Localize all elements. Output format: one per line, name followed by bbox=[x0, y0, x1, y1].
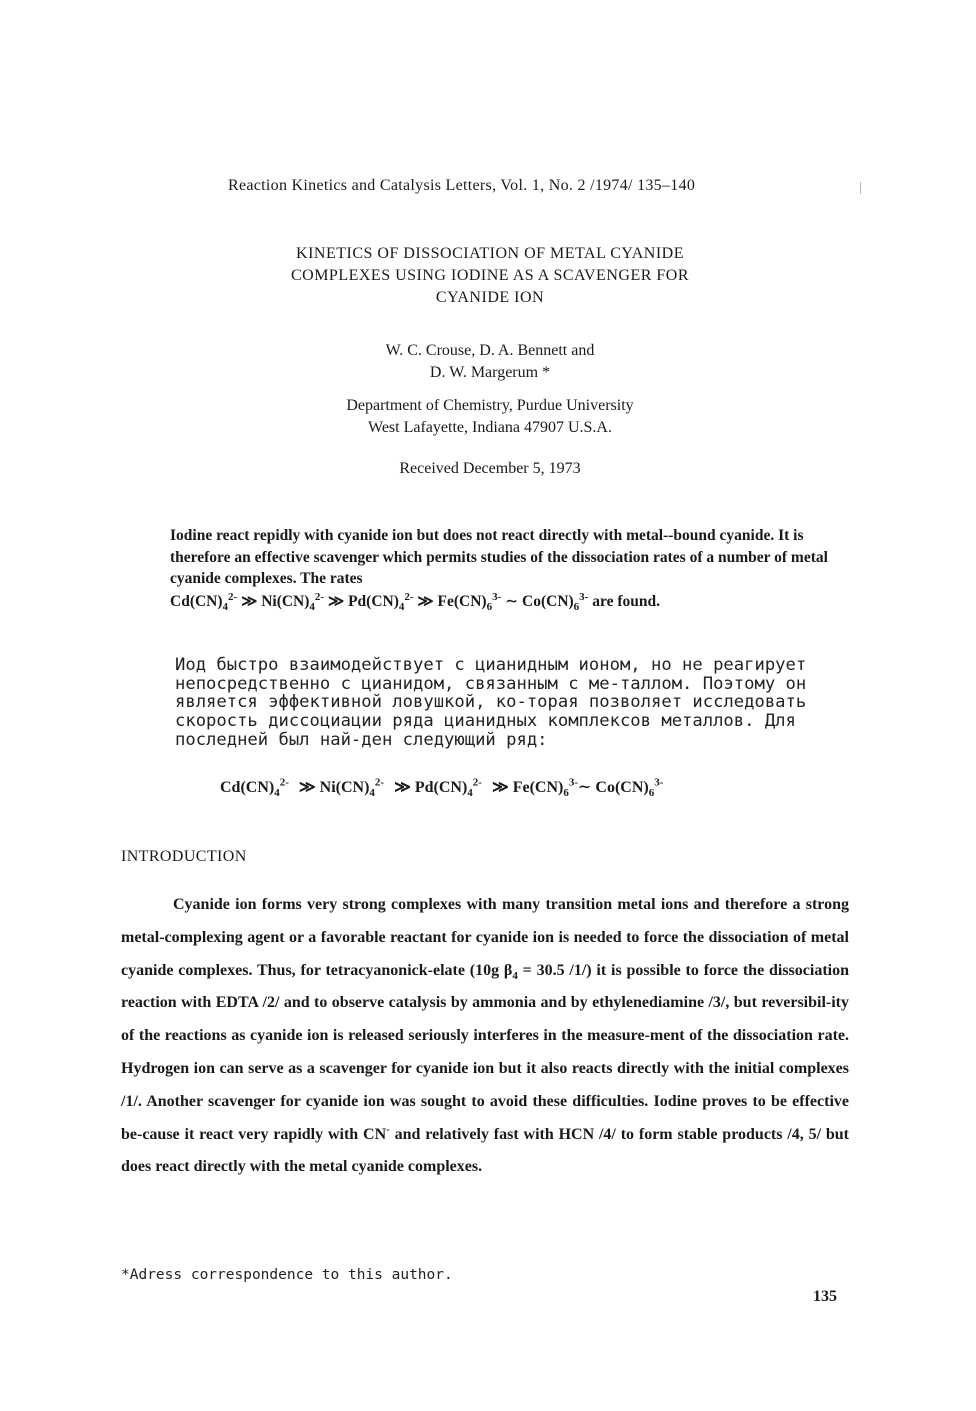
formula-ni-charge: 2- bbox=[314, 590, 325, 603]
formula-co-sub: 6 bbox=[573, 600, 580, 613]
ru-formula-cd-charge: 2- bbox=[279, 776, 289, 789]
formula-ni-sub: 4 bbox=[309, 600, 315, 613]
title-line-2: COMPLEXES USING IODINE AS A SCAVENGER FOR bbox=[290, 267, 690, 284]
abstract-english bbox=[170, 525, 855, 612]
beta-subscript: 4 bbox=[512, 969, 518, 982]
ru-formula-ni-sub: 4 bbox=[369, 787, 375, 800]
rates-tail: are found. bbox=[588, 592, 660, 610]
intro-text-part-3: and relatively fast with HCN /4/ to form stable products /4, 5/ but does react directly with the metal cyanide complexes. bbox=[121, 1125, 850, 1176]
operator-1: ≫ bbox=[237, 592, 262, 610]
margin-mark bbox=[860, 182, 861, 194]
title-line-3: CYANIDE ION bbox=[435, 289, 545, 306]
abstract-russian-text: Иод быстро взаимодействует с цианидным ионом, но не реагирует непосредственно с цианидом, связанным с ме-таллом. Поэтому он является эффективной ловушкой, ко-торая позволяет исследовать скорость диссоциации ряда цианидных комплексов металлов. Для последней был най-ден следующий ряд: bbox=[175, 655, 807, 750]
ru-operator-2: ≫ bbox=[394, 779, 411, 796]
ru-formula-co: Co(CN) bbox=[595, 779, 649, 796]
introduction-paragraph bbox=[121, 889, 849, 1184]
authors-line-2: D. W. Margerum * bbox=[429, 364, 551, 381]
ru-formula-cd-sub: 4 bbox=[274, 787, 280, 800]
operator-3: ≫ bbox=[413, 592, 438, 610]
title-line-1: KINETICS OF DISSOCIATION OF METAL CYANIDE bbox=[296, 245, 684, 262]
abstract-russian bbox=[175, 656, 815, 750]
formula-cd-charge: 2- bbox=[228, 590, 238, 603]
ru-formula-co-charge: 3- bbox=[654, 776, 664, 789]
ru-formula-pd-sub: 4 bbox=[467, 787, 473, 800]
introduction-body bbox=[121, 889, 849, 1184]
operator-2: ≫ bbox=[324, 592, 349, 610]
ru-operator-3: ≫ bbox=[491, 779, 509, 796]
formula-co-charge: 3- bbox=[579, 590, 589, 603]
ru-formula-ni-charge: 2- bbox=[374, 776, 385, 789]
abstract-english-text: Iodine react repidly with cyanide ion but does not react directly with metal--bound cyanide. It is therefore an effective scavenger which permits studies of the dissociation rates of a number of metal cyanide complexes. The rates bbox=[170, 527, 828, 587]
formula-fe-charge: 3- bbox=[492, 590, 502, 603]
article-title bbox=[200, 243, 780, 309]
formula-pd-charge: 2- bbox=[404, 590, 414, 603]
cn-charge: - bbox=[386, 1123, 390, 1136]
intro-text-part-1: Cyanide ion forms very strong complexes with many transition metal ions and therefore a strong metal-complexing agent or a favorable reactant for cyanide ion is needed to force the dissociation of metal cyanide complexes. Thus, for tetracyanonick-elate (10g β bbox=[121, 896, 849, 979]
operator-4: ∼ bbox=[501, 592, 523, 610]
journal-citation: Reaction Kinetics and Catalysis Letters, Vol. 1, No. 2 /1974/ 135–140 bbox=[228, 177, 696, 194]
ru-formula-fe-charge: 3- bbox=[568, 776, 578, 789]
formula-pd-sub: 4 bbox=[398, 600, 405, 613]
footnote: *Adress correspondence to this author. bbox=[121, 1267, 453, 1283]
ru-formula-pd-charge: 2- bbox=[472, 776, 482, 789]
affiliation-line-1: Department of Chemistry, Purdue University bbox=[346, 397, 634, 414]
ru-operator-1: ≫ bbox=[298, 779, 316, 796]
author-list bbox=[200, 340, 780, 384]
formula-pd: Pd(CN) bbox=[348, 592, 399, 610]
intro-text-part-2: = 30.5 /1/) it is possible to force the dissociation reaction with EDTA /2/ and to observe catalysis by ammonia and by ethylenediamine /3/, but reversibil-ity of the reactions as cyanide ion is released seriously interferes in the measure-ment of the dissociation rate. Hydrogen ion can serve as a scavenger for cyanide ion but it also reacts directly with the initial complexes /1/. Another scavenger for cyanide ion was sought to avoid these difficulties. Iodine proves to be effective be-cause it react very rapidly with CN bbox=[121, 961, 849, 1143]
ru-formula-pd: Pd(CN) bbox=[414, 779, 468, 796]
ru-formula-fe: Fe(CN) bbox=[512, 779, 564, 796]
page-number: 135 bbox=[813, 1288, 837, 1305]
affiliation bbox=[200, 395, 780, 439]
russian-rate-series bbox=[220, 776, 664, 800]
formula-cd: Cd(CN) bbox=[170, 592, 223, 610]
abstract-rate-series bbox=[170, 591, 855, 613]
formula-ni: Ni(CN) bbox=[261, 592, 310, 610]
formula-co: Co(CN) bbox=[522, 592, 574, 610]
ru-operator-4: ∼ bbox=[578, 779, 592, 796]
ru-formula-ni: Ni(CN) bbox=[319, 779, 370, 796]
received-date: Received December 5, 1973 bbox=[399, 460, 581, 477]
ru-formula-fe-sub: 6 bbox=[563, 787, 569, 800]
section-heading-introduction: INTRODUCTION bbox=[121, 848, 247, 865]
ru-formula-cd: Cd(CN) bbox=[220, 779, 275, 796]
formula-fe-sub: 6 bbox=[486, 600, 493, 613]
formula-fe: Fe(CN) bbox=[437, 592, 487, 610]
formula-cd-sub: 4 bbox=[222, 600, 229, 613]
ru-formula-co-sub: 6 bbox=[648, 787, 655, 800]
affiliation-line-2: West Lafayette, Indiana 47907 U.S.A. bbox=[368, 419, 612, 436]
authors-line-1: W. C. Crouse, D. A. Bennett and bbox=[385, 342, 595, 359]
